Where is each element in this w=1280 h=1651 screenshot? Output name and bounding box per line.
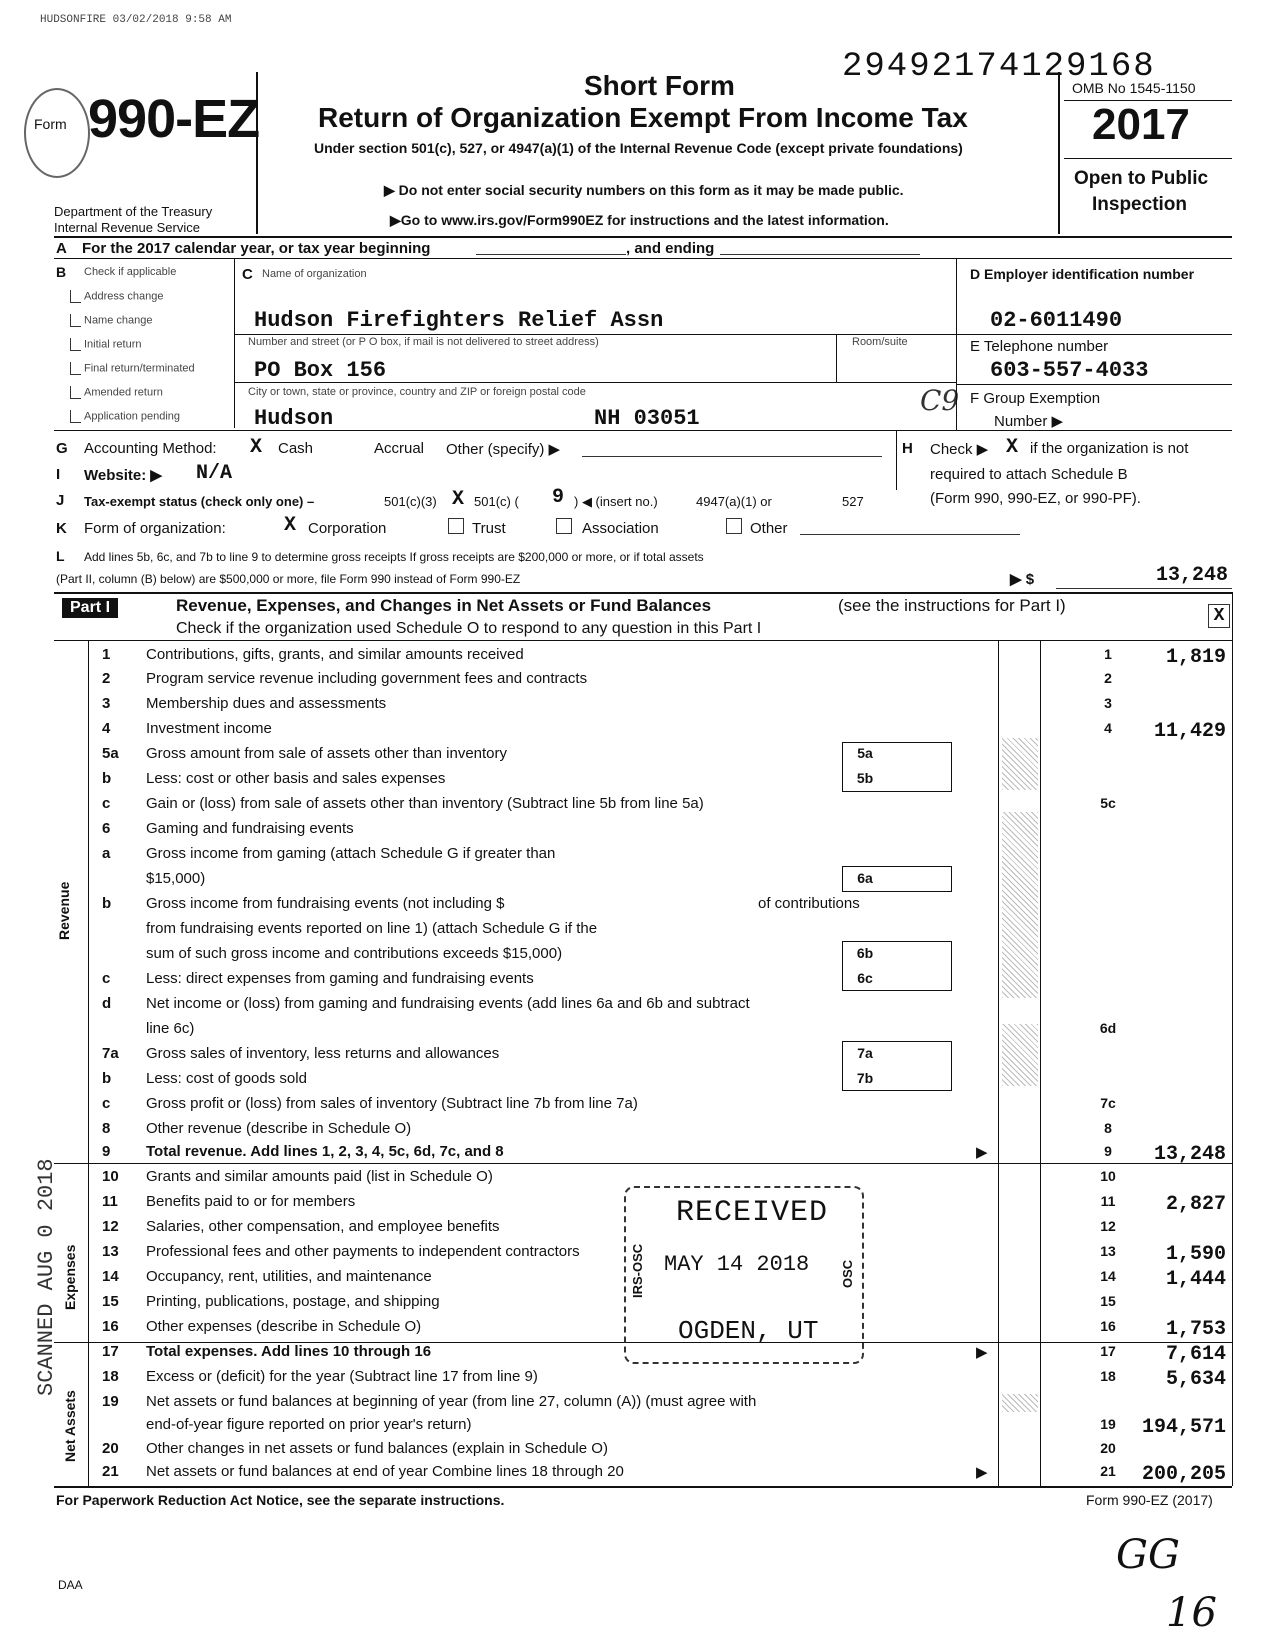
initial-return-check[interactable] bbox=[70, 338, 141, 351]
line-1-row bbox=[88, 646, 1236, 671]
line-number: 16 bbox=[102, 1318, 119, 1335]
form-seal-stamp bbox=[24, 88, 90, 178]
accounting-method-label: Accounting Method: bbox=[84, 440, 217, 457]
telephone-value[interactable]: 603-557-4033 bbox=[990, 358, 1149, 383]
subline-box-5[interactable] bbox=[842, 742, 952, 792]
footer-form-id: Form 990-EZ (2017) bbox=[1086, 1492, 1213, 1508]
line-text: Net assets or fund balances at beginning of year (from line 27, column (A)) (must agree with bbox=[146, 1393, 757, 1410]
line-box-label: 18 bbox=[1100, 1368, 1116, 1384]
cash-label: Cash bbox=[278, 440, 314, 457]
line-number: 3 bbox=[102, 695, 111, 712]
line-21-row bbox=[88, 1463, 1236, 1488]
status-501c3[interactable]: 501(c)(3) bbox=[384, 494, 437, 509]
line-extra-text: of contributions bbox=[758, 895, 860, 912]
org-name-label: Name of organization bbox=[262, 268, 367, 280]
line-g-letter: G bbox=[56, 440, 68, 457]
line-box-label: 14 bbox=[1100, 1268, 1116, 1284]
line-text: Total expenses. Add lines 10 through 16 bbox=[146, 1343, 432, 1360]
line-h-letter: H bbox=[902, 440, 913, 457]
tax-exempt-status-label: Tax-exempt status (check only one) – bbox=[84, 494, 315, 509]
checkbox-icon bbox=[70, 290, 81, 303]
line-text: Gross income from fundraising events (not including $ bbox=[146, 895, 505, 912]
org-name[interactable]: Hudson Firefighters Relief Assn bbox=[254, 308, 664, 333]
line-number: 5a bbox=[102, 745, 119, 762]
line-amount[interactable]: 1,444 bbox=[1165, 1268, 1226, 1291]
line-k-letter: K bbox=[56, 520, 67, 537]
gross-receipts-amount[interactable]: 13,248 bbox=[1155, 564, 1228, 587]
received-stamp bbox=[624, 1186, 864, 1364]
association-checkbox[interactable] bbox=[556, 518, 572, 534]
part-i-title-note: (see the instructions for Part I) bbox=[838, 596, 1066, 615]
line-text: from fundraising events reported on line 1) (attach Schedule G if the bbox=[146, 920, 598, 937]
form-of-org-label: Form of organization: bbox=[84, 520, 226, 537]
line-box-label: 4 bbox=[1104, 720, 1112, 736]
revenue-side-label: Revenue bbox=[56, 881, 72, 940]
line-box-label: 15 bbox=[1100, 1293, 1116, 1309]
line-number: 19 bbox=[102, 1393, 119, 1410]
line-6-row bbox=[88, 820, 1236, 845]
application-pending-check[interactable] bbox=[70, 410, 180, 423]
status-4947[interactable]: 4947(a)(1) or bbox=[696, 494, 772, 509]
checkbox-icon bbox=[70, 338, 81, 351]
other-org-checkbox[interactable] bbox=[726, 518, 742, 534]
line-a-letter: A bbox=[56, 240, 67, 257]
under-section: Under section 501(c), 527, or 4947(a)(1) of the Internal Revenue Code (except private foundations) bbox=[314, 140, 963, 156]
association-label: Association bbox=[582, 520, 659, 537]
line-number: 2 bbox=[102, 670, 111, 687]
city-label: City or town, state or province, country and ZIP or foreign postal code bbox=[248, 386, 586, 398]
name-change-check[interactable] bbox=[70, 314, 153, 327]
line-number: 11 bbox=[102, 1193, 118, 1210]
line-number: c bbox=[102, 795, 111, 812]
line-number: d bbox=[102, 995, 112, 1012]
line-l-letter: L bbox=[56, 548, 65, 564]
line-6b-cont2-row bbox=[88, 945, 1236, 970]
line-number: c bbox=[102, 970, 111, 987]
schedule-b-text-2: required to attach Schedule B bbox=[930, 466, 1128, 483]
gross-receipts-arrow: ▶ $ bbox=[1010, 571, 1035, 588]
line-box-label: 19 bbox=[1100, 1416, 1116, 1432]
line-text: Less: cost of goods sold bbox=[146, 1070, 307, 1087]
received-stamp-left-code: IRS-OSC bbox=[630, 1243, 645, 1298]
line-number: 18 bbox=[102, 1368, 119, 1385]
line-amount[interactable]: 194,571 bbox=[1141, 1416, 1226, 1439]
schedule-b-check-label: Check ▶ bbox=[930, 441, 989, 458]
line-text: Benefits paid to or for members bbox=[146, 1193, 356, 1210]
line-3-row bbox=[88, 695, 1236, 720]
line-text: sum of such gross income and contributions exceeds $15,000) bbox=[146, 945, 563, 962]
status-527[interactable]: 527 bbox=[842, 494, 864, 509]
line-4-row bbox=[88, 720, 1236, 745]
part-i-title: Revenue, Expenses, and Changes in Net Assets or Fund Balances bbox=[176, 596, 712, 615]
check-if-applicable: Check if applicable bbox=[84, 266, 177, 278]
paperwork-notice: For Paperwork Reduction Act Notice, see the separate instructions. bbox=[56, 1492, 505, 1508]
line-2-row bbox=[88, 670, 1236, 695]
amended-return-label: Amended return bbox=[84, 386, 163, 399]
line-number: 4 bbox=[102, 720, 111, 737]
corporation-label: Corporation bbox=[308, 520, 387, 537]
line-j-letter: J bbox=[56, 492, 65, 509]
line-amount[interactable]: 11,429 bbox=[1153, 720, 1226, 743]
instructions-notice: ▶Go to www.irs.gov/Form990EZ for instructions and the latest information. bbox=[390, 212, 889, 228]
line-box-label: 5c bbox=[1100, 795, 1116, 811]
line-number: 7a bbox=[102, 1045, 119, 1062]
line-number: 12 bbox=[102, 1218, 119, 1235]
address-change-check[interactable] bbox=[70, 290, 164, 303]
arrow-icon: ▶ bbox=[976, 1464, 988, 1481]
line-box-label: 7c bbox=[1100, 1095, 1116, 1111]
line-19-cont-row bbox=[88, 1416, 1236, 1441]
subline-box-7[interactable] bbox=[842, 1041, 952, 1091]
fax-header: HUDSONFIRE 03/02/2018 9:58 AM bbox=[40, 14, 232, 26]
line-amount[interactable]: 2,827 bbox=[1165, 1193, 1226, 1216]
room-suite-label: Room/suite bbox=[852, 336, 908, 348]
application-pending-label: Application pending bbox=[84, 410, 181, 423]
line-number: 9 bbox=[102, 1143, 111, 1160]
tax-year-ending-label: , and ending bbox=[626, 240, 715, 257]
status-501c-check-mark[interactable]: X bbox=[452, 488, 465, 511]
group-exemption-number-label: Number ▶ bbox=[994, 413, 1064, 430]
other-org-label: Other bbox=[750, 520, 788, 537]
line-text: Gross sales of inventory, less returns and allowances bbox=[146, 1045, 500, 1062]
corporation-check-mark[interactable]: X bbox=[284, 514, 297, 537]
line-text: Professional fees and other payments to independent contractors bbox=[146, 1243, 580, 1260]
line-6b-cont-row bbox=[88, 920, 1236, 945]
form-short-title: Short Form bbox=[584, 70, 735, 101]
line-number: 15 bbox=[102, 1293, 119, 1310]
subline-box-label: 6b bbox=[856, 945, 874, 961]
cash-check-mark[interactable]: X bbox=[250, 436, 263, 459]
line-number: 21 bbox=[102, 1463, 119, 1480]
final-return-label: Final return/terminated bbox=[84, 362, 195, 375]
line-text: Gross amount from sale of assets other than inventory bbox=[146, 745, 508, 762]
street-label: Number and street (or P O box, if mail is not delivered to street address) bbox=[248, 336, 599, 348]
line-6d-cont-row bbox=[88, 1020, 1236, 1045]
subline-box-label: 7a bbox=[857, 1045, 873, 1061]
line-5a-row bbox=[88, 745, 1236, 770]
line-box-label: 6d bbox=[1099, 1020, 1117, 1036]
line-amount[interactable]: 200,205 bbox=[1141, 1463, 1226, 1486]
line-text: Occupancy, rent, utilities, and maintenance bbox=[146, 1268, 432, 1285]
line-text: Other changes in net assets or fund balances (explain in Schedule O) bbox=[146, 1440, 608, 1457]
received-stamp-date: MAY 14 2018 bbox=[664, 1252, 810, 1277]
insert-number-label: ) ◀ (insert no.) bbox=[574, 494, 658, 509]
checkbox-icon bbox=[70, 386, 81, 399]
group-exemption-label: F Group Exemption bbox=[970, 390, 1101, 407]
daa-label: DAA bbox=[58, 1578, 83, 1592]
line-b-letter: B bbox=[56, 264, 67, 280]
initial-return-label: Initial return bbox=[84, 338, 142, 351]
line-amount[interactable]: 1,590 bbox=[1165, 1243, 1226, 1266]
line-text: Net assets or fund balances at end of year Combine lines 18 through 20 bbox=[146, 1463, 624, 1480]
status-501c: 501(c) ( bbox=[474, 494, 519, 509]
line-5c-row bbox=[88, 795, 1236, 820]
part-i-label: Part I bbox=[62, 598, 118, 618]
accrual-label[interactable]: Accrual bbox=[374, 440, 425, 457]
line-box-label: 16 bbox=[1100, 1318, 1116, 1334]
received-stamp-place: OGDEN, UT bbox=[678, 1316, 819, 1346]
line-box-label: 10 bbox=[1100, 1168, 1116, 1184]
line-number: 6 bbox=[102, 820, 111, 837]
street-address[interactable]: PO Box 156 bbox=[254, 358, 387, 383]
line-box-label: 8 bbox=[1104, 1120, 1112, 1136]
form-number: 990-EZ bbox=[88, 89, 260, 149]
line-number: b bbox=[102, 770, 112, 787]
name-change-label: Name change bbox=[84, 314, 153, 327]
gross-receipts-underline bbox=[1056, 588, 1232, 589]
handwritten-number: 16 bbox=[1166, 1590, 1217, 1636]
line-amount[interactable]: 1,819 bbox=[1165, 646, 1226, 669]
line-text: Less: cost or other basis and sales expenses bbox=[146, 770, 446, 787]
line-box-label: 13 bbox=[1100, 1243, 1116, 1259]
line-text: Contributions, gifts, grants, and similar amounts received bbox=[146, 646, 524, 663]
subline-box-label: 7b bbox=[856, 1070, 874, 1086]
handwritten-mark: C9 bbox=[920, 384, 960, 417]
arrow-icon: ▶ bbox=[976, 1344, 988, 1361]
subline-box-label: 5a bbox=[857, 745, 873, 761]
other-method-field[interactable] bbox=[582, 456, 882, 457]
line-text: Other revenue (describe in Schedule O) bbox=[146, 1120, 412, 1137]
line-6d-row bbox=[88, 995, 1236, 1020]
line-box-label: 1 bbox=[1104, 646, 1112, 662]
state-zip[interactable]: NH 03051 bbox=[594, 406, 700, 431]
line-number: 1 bbox=[102, 646, 111, 663]
line-text: Salaries, other compensation, and employee benefits bbox=[146, 1218, 500, 1235]
line-c-letter: C bbox=[242, 266, 253, 283]
line-text: Excess or (deficit) for the year (Subtract line 17 from line 9) bbox=[146, 1368, 538, 1385]
ein-label: D Employer identification number bbox=[970, 266, 1195, 282]
line-text: Gain or (loss) from sale of assets other than inventory (Subtract line 5b from line 5a) bbox=[146, 795, 704, 812]
schedule-o-check-label: Check if the organization used Schedule O to respond to any question in this Part I bbox=[176, 620, 762, 637]
line-6b-row bbox=[88, 895, 1236, 920]
line-i-letter: I bbox=[56, 466, 61, 483]
line-number: 13 bbox=[102, 1243, 119, 1260]
line-7a-row bbox=[88, 1045, 1236, 1070]
expenses-side-label: Expenses bbox=[62, 1244, 78, 1310]
line-text: end-of-year figure reported on prior year's return) bbox=[146, 1416, 472, 1433]
subline-box-label: 6a bbox=[857, 870, 873, 886]
line-7c-row bbox=[88, 1095, 1236, 1120]
checkbox-icon bbox=[70, 362, 81, 375]
website-value[interactable]: N/A bbox=[196, 462, 233, 485]
line-box-label: 9 bbox=[1104, 1143, 1112, 1159]
trust-checkbox[interactable] bbox=[448, 518, 464, 534]
line-number: 14 bbox=[102, 1268, 119, 1285]
final-return-check[interactable] bbox=[70, 362, 195, 375]
schedule-b-text-3: (Form 990, 990-EZ, or 990-PF). bbox=[930, 490, 1141, 507]
line-6a-cont-row bbox=[88, 870, 1236, 895]
amended-return-check[interactable] bbox=[70, 386, 163, 399]
omb-number: OMB No 1545-1150 bbox=[1072, 80, 1196, 96]
line-number: 17 bbox=[102, 1343, 119, 1360]
line-text: Less: direct expenses from gaming and fundraising events bbox=[146, 970, 534, 987]
line-box-label: 2 bbox=[1104, 670, 1112, 686]
tax-year-end-field[interactable] bbox=[720, 254, 920, 255]
website-label: Website: ▶ bbox=[84, 467, 162, 484]
line-text: Investment income bbox=[146, 720, 272, 737]
telephone-label: E Telephone number bbox=[970, 338, 1109, 355]
line-number: 20 bbox=[102, 1440, 119, 1457]
line-text: Gaming and fundraising events bbox=[146, 820, 354, 837]
line-19-row bbox=[88, 1393, 1236, 1418]
schedule-b-check-mark[interactable]: X bbox=[1006, 436, 1019, 459]
line-box-label: 3 bbox=[1104, 695, 1112, 711]
gross-receipts-text-2: (Part II, column (B) below) are $500,000 or more, file Form 990 instead of Form 990-EZ bbox=[56, 572, 521, 586]
status-501c-number[interactable]: 9 bbox=[552, 486, 565, 509]
net-assets-side-label: Net Assets bbox=[62, 1390, 78, 1462]
line-20-row bbox=[88, 1440, 1236, 1465]
line-7b-row bbox=[88, 1070, 1236, 1095]
schedule-b-text-1: if the organization is not bbox=[1030, 440, 1189, 457]
form-title: Return of Organization Exempt From Income Tax bbox=[318, 102, 968, 133]
trust-label: Trust bbox=[472, 520, 506, 537]
line-number: c bbox=[102, 1095, 111, 1112]
line-9-row bbox=[88, 1143, 1236, 1168]
line-6a-row bbox=[88, 845, 1236, 870]
line-text: Gross profit or (loss) from sales of inventory (Subtract line 7b from line 7a) bbox=[146, 1095, 638, 1112]
schedule-o-checkbox[interactable]: X bbox=[1208, 604, 1230, 628]
other-method-label[interactable]: Other (specify) ▶ bbox=[446, 441, 561, 458]
received-stamp-title: RECEIVED bbox=[676, 1196, 829, 1230]
checkbox-icon bbox=[70, 410, 81, 423]
line-text: line 6c) bbox=[146, 1020, 195, 1037]
tax-year-begin-field[interactable] bbox=[476, 254, 626, 255]
line-number: a bbox=[102, 845, 111, 862]
line-text: Grants and similar amounts paid (list in Schedule O) bbox=[146, 1168, 493, 1185]
line-number: b bbox=[102, 1070, 112, 1087]
line-text: Other expenses (describe in Schedule O) bbox=[146, 1318, 422, 1335]
ein-value[interactable]: 02-6011490 bbox=[990, 308, 1123, 333]
inspection-label: Inspection bbox=[1092, 194, 1188, 215]
received-stamp-right-code: OSC bbox=[840, 1259, 855, 1288]
line-text: Net income or (loss) from gaming and fundraising events (add lines 6a and 6b and subtract bbox=[146, 995, 750, 1012]
line-8-row bbox=[88, 1120, 1236, 1145]
line-text: $15,000) bbox=[146, 870, 206, 887]
gross-receipts-text-1: Add lines 5b, 6c, and 7b to line 9 to determine gross receipts If gross receipts are $200,000 or more, or if total assets bbox=[84, 550, 704, 564]
subline-box-6a[interactable] bbox=[842, 866, 952, 892]
line-18-row bbox=[88, 1368, 1236, 1393]
line-amount[interactable]: 13,248 bbox=[1153, 1143, 1226, 1166]
dept-treasury: Department of the Treasury bbox=[54, 204, 213, 219]
line-text: Printing, publications, postage, and shipping bbox=[146, 1293, 440, 1310]
checkbox-icon bbox=[70, 314, 81, 327]
line-box-label: 21 bbox=[1100, 1463, 1116, 1479]
line-box-label: 11 bbox=[1100, 1193, 1116, 1209]
line-number: 10 bbox=[102, 1168, 119, 1185]
form-prefix: Form bbox=[34, 116, 67, 132]
subline-box-6bc[interactable] bbox=[842, 941, 952, 991]
line-text: Gross income from gaming (attach Schedule G if greater than bbox=[146, 845, 556, 862]
tax-year-beginning-label: For the 2017 calendar year, or tax year beginning bbox=[82, 240, 431, 257]
line-6c-row bbox=[88, 970, 1236, 995]
line-5b-row bbox=[88, 770, 1236, 795]
subline-box-label: 6c bbox=[857, 970, 873, 986]
ssn-notice: ▶ Do not enter social security numbers on this form as it may be made public. bbox=[384, 182, 904, 198]
line-number: 8 bbox=[102, 1120, 111, 1137]
line-box-label: 17 bbox=[1100, 1343, 1116, 1359]
document-locator-number: 29492174129168 bbox=[842, 48, 1156, 86]
tax-year: 2017 bbox=[1092, 100, 1190, 149]
line-amount[interactable]: 7,614 bbox=[1165, 1343, 1226, 1366]
address-change-label: Address change bbox=[84, 290, 164, 303]
line-text: Total revenue. Add lines 1, 2, 3, 4, 5c, 6d, 7c, and 8 bbox=[146, 1143, 504, 1160]
other-org-field[interactable] bbox=[800, 534, 1020, 535]
arrow-icon: ▶ bbox=[976, 1144, 988, 1161]
line-number: b bbox=[102, 895, 112, 912]
city[interactable]: Hudson bbox=[254, 406, 334, 431]
subline-box-label: 5b bbox=[856, 770, 874, 786]
line-amount[interactable]: 5,634 bbox=[1165, 1368, 1226, 1391]
handwritten-initials: GG bbox=[1116, 1532, 1180, 1578]
line-box-label: 20 bbox=[1100, 1440, 1116, 1456]
scanned-stamp: SCANNED AUG 0 2018 bbox=[34, 1158, 59, 1396]
line-box-label: 12 bbox=[1100, 1218, 1116, 1234]
line-text: Membership dues and assessments bbox=[146, 695, 387, 712]
line-text: Program service revenue including government fees and contracts bbox=[146, 670, 588, 687]
irs-label: Internal Revenue Service bbox=[54, 220, 200, 235]
open-to-public: Open to Public bbox=[1074, 168, 1209, 189]
line-amount[interactable]: 1,753 bbox=[1165, 1318, 1226, 1341]
